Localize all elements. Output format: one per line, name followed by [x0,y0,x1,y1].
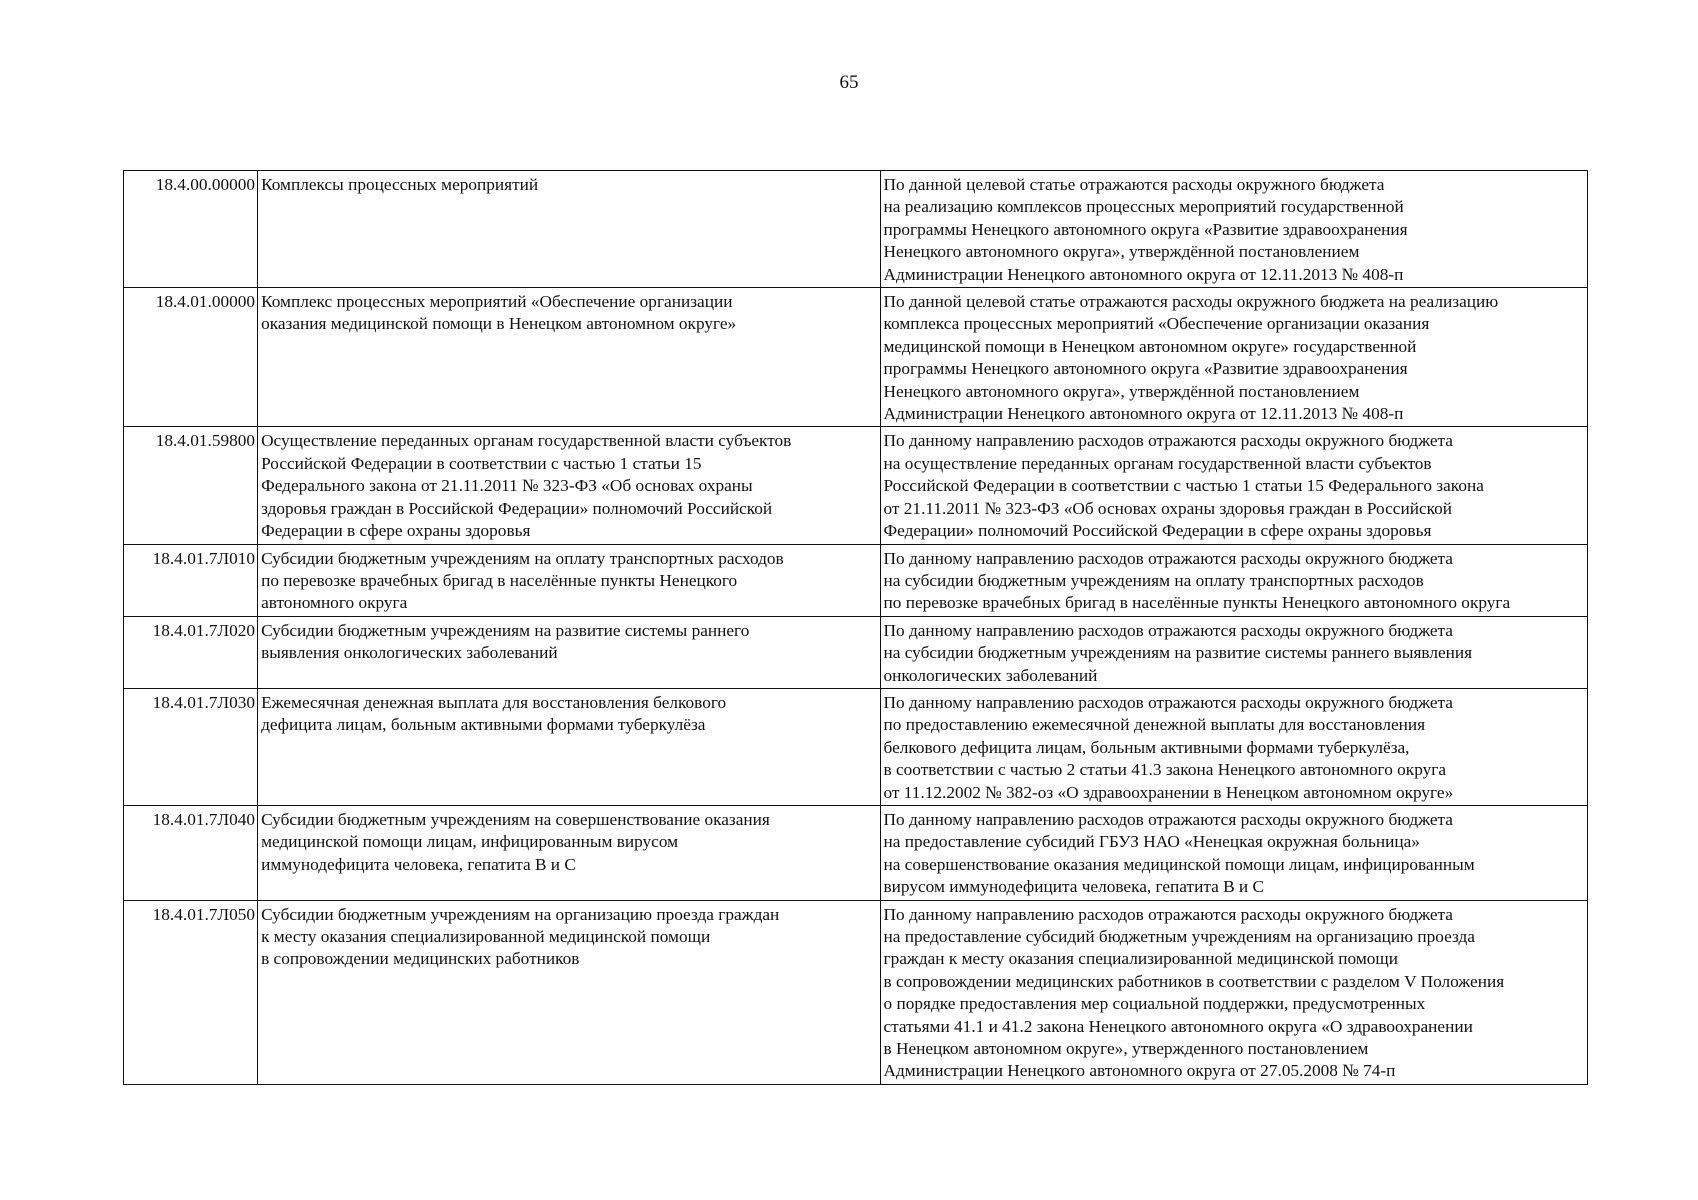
text-line: в соответствии с частью 2 статьи 41.3 закона Ненецкого автономного округа [883,760,1447,780]
table-row [124,805,1588,900]
text-line: По данному направлению расходов отражаются расходы окружного бюджета [883,620,1453,640]
article-name [258,288,880,427]
table-row [124,616,1588,688]
text-line: здоровья граждан в Российской Федерации» полномочий Российской [261,498,773,518]
text-line: к месту оказания специализированной медицинской помощи [261,927,711,946]
text-line: на осуществление переданных органам государственной власти субъектов [883,453,1432,473]
target-article-code: 18.4.00.00000 [124,171,258,288]
text-line: от 11.12.2002 № 382-оз «О здравоохранении в Ненецком автономном округе» [883,782,1454,802]
text-line: Федерации» полномочий Российской Федерации в сфере охраны здоровья [883,521,1432,541]
text-line: на предоставление субсидий бюджетным учреждениям на организацию проезда [883,927,1475,946]
article-description [880,288,1588,427]
page-number: 65 [839,72,859,93]
article-name [258,616,880,688]
target-article-code: 18.4.01.7Л050 [124,900,258,1084]
text-line: Ненецкого автономного округа», утверждённой постановлением [883,242,1360,262]
text-line: медицинской помощи в Ненецком автономном округе» государственной [883,336,1417,356]
text-line: Ежемесячная денежная выплата для восстановления белкового [261,692,727,712]
text-line: от 21.11.2011 № 323-ФЗ «Об основах охраны здоровья граждан в Российской [883,498,1453,518]
text-line: Субсидии бюджетным учреждениям на совершенствование оказания [261,809,770,829]
article-description [880,688,1588,805]
text-line: По данному направлению расходов отражаются расходы окружного бюджета [883,904,1453,924]
article-name [258,427,880,544]
article-description [880,616,1588,688]
table-row [124,427,1588,544]
text-line: белкового дефицита лицам, больным активными формами туберкулёза, [883,737,1410,757]
text-line: дефицита лицам, больным активными формами туберкулёза [261,715,706,735]
text-line: программы Ненецкого автономного округа «Развитие здравоохранения [883,219,1408,239]
text-line: медицинской помощи лицам, инфицированным вирусом [261,832,679,852]
text-line: Ненецкого автономного округа», утверждённой постановлением [883,381,1360,401]
table-row [124,688,1588,805]
target-article-code: 18.4.01.00000 [124,288,258,427]
text-line: на совершенствование оказания медицинской помощи лицам, инфицированным [883,854,1475,874]
text-line: Федерального закона от 21.11.2011 № 323-ФЗ «Об основах охраны [261,476,753,496]
text-line: по перевозке врачебных бригад в населённые пункты Ненецкого автономного округа [883,593,1511,613]
text-line: граждан к месту оказания специализированной медицинской помощи [883,949,1398,969]
text-line: Субсидии бюджетным учреждениям на оплату транспортных расходов [261,548,784,568]
text-line: на предоставление субсидий ГБУЗ НАО «Ненецкая окружная больница» [883,832,1420,852]
text-line: Администрации Ненецкого автономного округа от 12.11.2013 № 408-п [883,264,1404,284]
text-line: автономного округа [261,593,408,613]
table-row [124,171,1588,288]
text-line: Администрации Ненецкого автономного округа от 12.11.2013 № 408-п [883,404,1404,424]
text-line: Российской Федерации в соответствии с частью 1 статьи 15 [261,453,702,473]
article-description [880,544,1588,616]
text-line: выявления онкологических заболеваний [261,643,558,663]
target-article-code: 18.4.01.7Л010 [124,544,258,616]
text-line: Комплексы процессных мероприятий [261,175,539,194]
article-description [880,427,1588,544]
article-description [880,805,1588,900]
text-line: комплекса процессных мероприятий «Обеспечение организации оказания [883,314,1430,334]
text-line: Администрации Ненецкого автономного округа от 27.05.2008 № 74-п [883,1061,1396,1081]
text-line: По данному направлению расходов отражаются расходы окружного бюджета [883,548,1453,568]
table-row [124,544,1588,616]
budget-classification-table [123,170,1588,1085]
text-line: в сопровождении медицинских работников в соответствии с разделом V Положения [883,971,1505,991]
text-line: Комплекс процессных мероприятий «Обеспечение организации [261,292,733,312]
text-line: Федерации в сфере охраны здоровья [261,521,531,541]
text-line: онкологических заболеваний [883,665,1098,685]
article-name [258,544,880,616]
target-article-code: 18.4.01.7Л040 [124,805,258,900]
article-name [258,171,880,288]
text-line: По данному направлению расходов отражаются расходы окружного бюджета [883,692,1453,712]
text-line: на реализацию комплексов процессных мероприятий государственной [883,197,1404,217]
text-line: По данной целевой статье отражаются расходы окружного бюджета на реализацию [883,292,1499,312]
target-article-code: 18.4.01.7Л030 [124,688,258,805]
text-line: по предоставлению ежемесячной денежной выплаты для восстановления [883,715,1426,735]
table-row [124,900,1588,1084]
text-line: По данному направлению расходов отражаются расходы окружного бюджета [883,809,1453,829]
text-line: оказания медицинской помощи в Ненецком автономном округе» [261,314,737,334]
target-article-code: 18.4.01.59800 [124,427,258,544]
article-description [880,900,1588,1084]
text-line: Субсидии бюджетным учреждениям на организацию проезда граждан [261,904,780,924]
target-article-code: 18.4.01.7Л020 [124,616,258,688]
text-line: По данному направлению расходов отражаются расходы окружного бюджета [883,431,1453,451]
text-line: Осуществление переданных органам государственной власти субъектов [261,431,792,451]
article-description [880,171,1588,288]
text-line: Российской Федерации в соответствии с частью 1 статьи 15 Федерального закона [883,476,1484,496]
text-line: о порядке предоставления мер социальной поддержки, предусмотренных [883,994,1426,1014]
text-line: иммунодефицита человека, гепатита В и С [261,854,576,874]
article-name [258,688,880,805]
text-line: программы Ненецкого автономного округа «Развитие здравоохранения [883,359,1408,379]
text-line: вирусом иммунодефицита человека, гепатита В и С [883,877,1265,897]
text-line: на субсидии бюджетным учреждениям на развитие системы раннего выявления [883,643,1473,663]
text-line: Субсидии бюджетным учреждениям на развитие системы раннего [261,620,750,640]
text-line: на субсидии бюджетным учреждениям на оплату транспортных расходов [883,570,1424,590]
article-name [258,805,880,900]
text-line: в сопровождении медицинских работников [261,949,580,969]
table-row [124,288,1588,427]
text-line: статьями 41.1 и 41.2 закона Ненецкого автономного округа «О здравоохранении [883,1016,1473,1036]
text-line: По данной целевой статье отражаются расходы окружного бюджета [883,175,1385,194]
text-line: в Ненецком автономном округе», утвержденного постановлением [883,1039,1369,1059]
text-line: по перевозке врачебных бригад в населённые пункты Ненецкого [261,570,738,590]
article-name [258,900,880,1084]
